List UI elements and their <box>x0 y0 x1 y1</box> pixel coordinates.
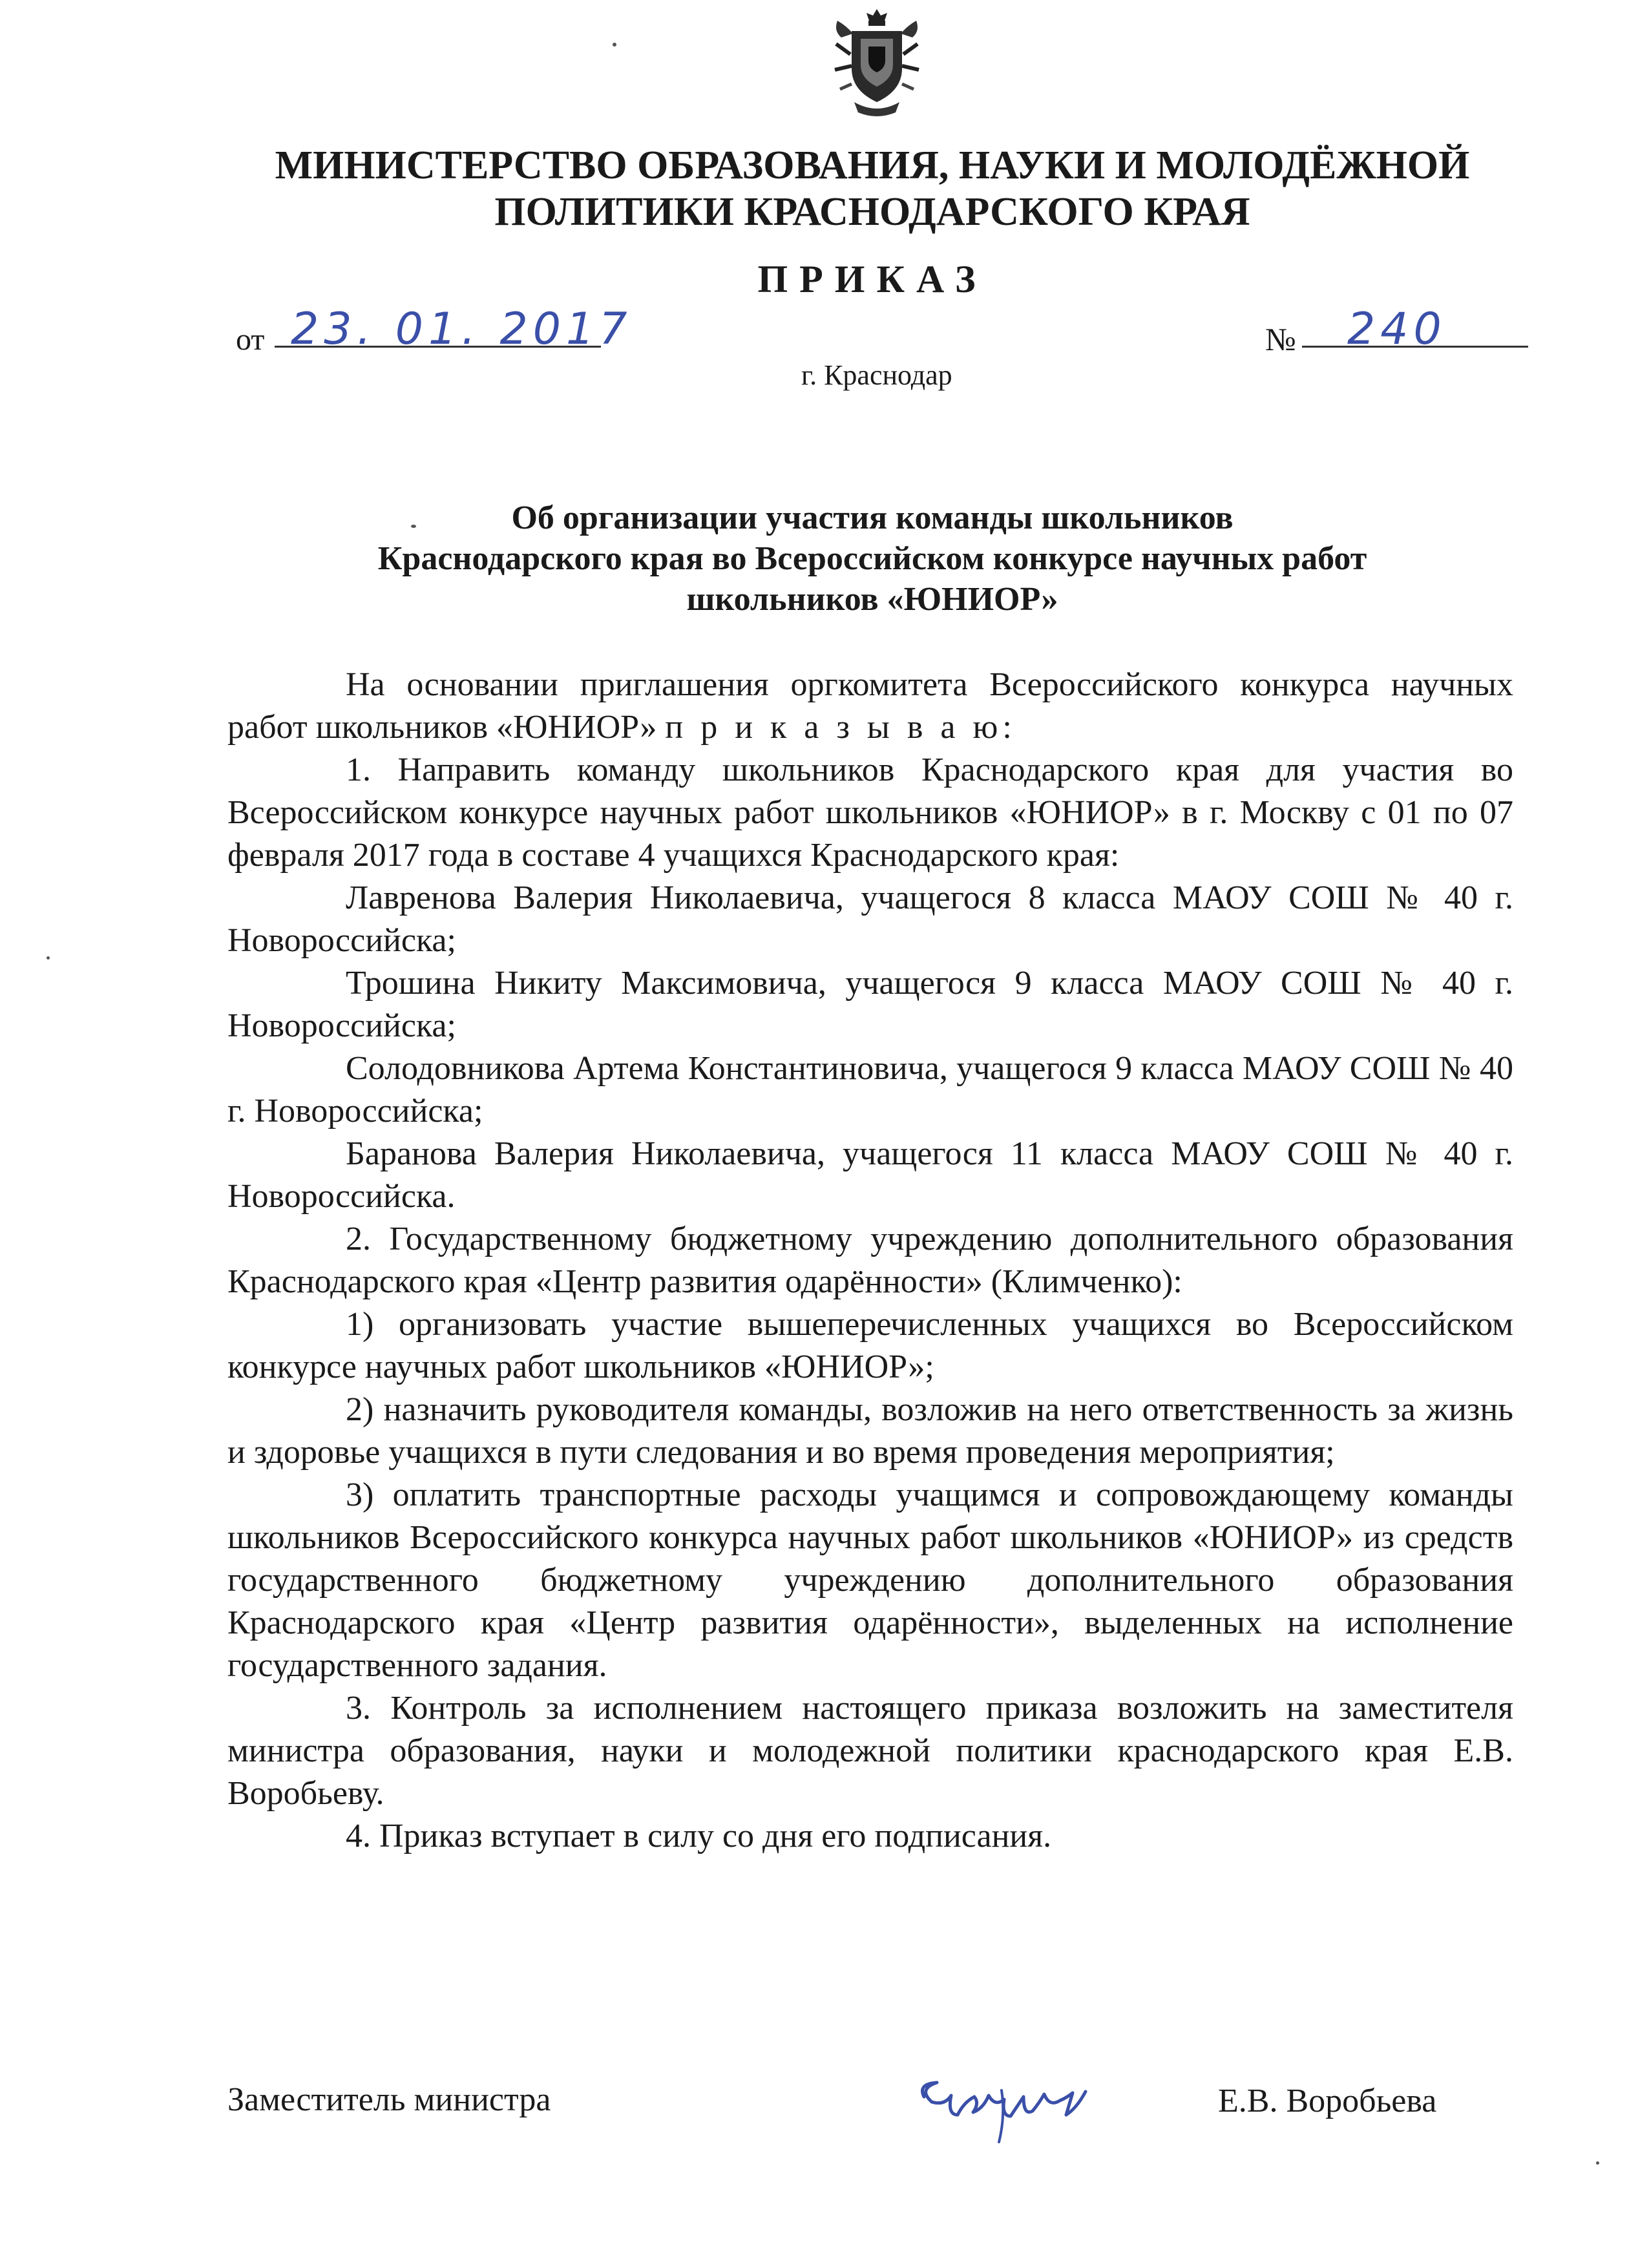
signatory-name: Е.В. Воробьева <box>1218 2083 1437 2119</box>
item-1: 1. Направить команду школьников Краснодарского края для участия во Всероссийском конкурсе научных работ школьников «ЮНИОР» в г. Москву с 01 по 07 февраля 2017 года в составе 4 учащихся Краснодарского края: <box>227 751 1513 874</box>
order-body <box>227 664 1513 1858</box>
coat-of-arms-emblem <box>828 5 925 121</box>
intro-text: На основании приглашения оргкомитета Всероссийского конкурса научных работ школьников «ЮНИОР» <box>227 666 1513 746</box>
scan-speck <box>411 525 416 528</box>
item-2-2: 2) назначить руководителя команды, возложив на него ответственность за жизнь и здоровье учащихся в пути следования и во время проведения мероприятия; <box>227 1391 1513 1471</box>
city-label: г. Краснодар <box>801 359 952 391</box>
ministry-line-1: МИНИСТЕРСТВО ОБРАЗОВАНИЯ, НАУКИ И МОЛОДЁЖНОЙ <box>275 143 1470 187</box>
subject-line-1: Об организации участия команды школьников <box>511 499 1234 536</box>
handwritten-date: 23. 01. 2017 <box>291 304 633 355</box>
scan-speck <box>1596 2161 1599 2165</box>
item-3: 3. Контроль за исполнением настоящего приказа возложить на заместителя министра образования, науки и молодежной политики краснодарского края Е.В. Воробьеву. <box>227 1690 1513 1812</box>
item-2: 2. Государственному бюджетному учреждению дополнительного образования Краснодарского края «Центр развития одарённости» (Климченко): <box>227 1221 1513 1300</box>
handwritten-signature <box>905 2052 1163 2148</box>
order-title: ПРИКАЗ <box>757 258 987 300</box>
ministry-name <box>194 142 1551 235</box>
order-subject <box>271 498 1473 620</box>
student-2: Трошина Никиту Максимовича, учащегося 9 класса МАОУ СОШ № 40 г. Новороссийска; <box>227 965 1513 1044</box>
number-label: № <box>1265 321 1296 357</box>
ministry-line-2: ПОЛИТИКИ КРАСНОДАРСКОГО КРАЯ <box>494 190 1250 234</box>
scan-speck <box>613 43 616 47</box>
date-label: от <box>236 322 265 357</box>
item-2-3: 3) оплатить транспортные расходы учащимся и сопровождающему команды школьников Всероссийского конкурса научных работ школьников «ЮНИОР» из средств государственного бюджетному учреждению дополнительного образования Краснодарского края «Центр развития одарённости», выделенных на исполнение государственного задания. <box>227 1476 1513 1684</box>
order-verb: п р и к а з ы в а ю: <box>665 709 1016 746</box>
handwritten-number: 240 <box>1347 304 1447 355</box>
item-4: 4. Приказ вступает в силу со дня его подписания. <box>346 1818 1052 1854</box>
subject-line-3: школьников «ЮНИОР» <box>686 581 1058 618</box>
student-3: Солодовникова Артема Константиновича, учащегося 9 класса МАОУ СОШ № 40 г. Новороссийска; <box>227 1050 1513 1129</box>
intro-paragraph <box>227 664 1513 749</box>
item-2-1: 1) организовать участие вышеперечисленных учащихся во Всероссийском конкурсе научных работ школьников «ЮНИОР»; <box>227 1306 1513 1385</box>
scan-speck <box>47 956 50 960</box>
student-1: Лавренова Валерия Николаевича, учащегося 8 класса МАОУ СОШ № 40 г. Новороссийска; <box>227 879 1513 959</box>
subject-line-2: Краснодарского края во Всероссийском конкурсе научных работ <box>377 540 1367 577</box>
signatory-role: Заместитель министра <box>227 2081 551 2118</box>
student-4: Баранова Валерия Николаевича, учащегося 11 класса МАОУ СОШ № 40 г. Новороссийска. <box>227 1135 1513 1215</box>
